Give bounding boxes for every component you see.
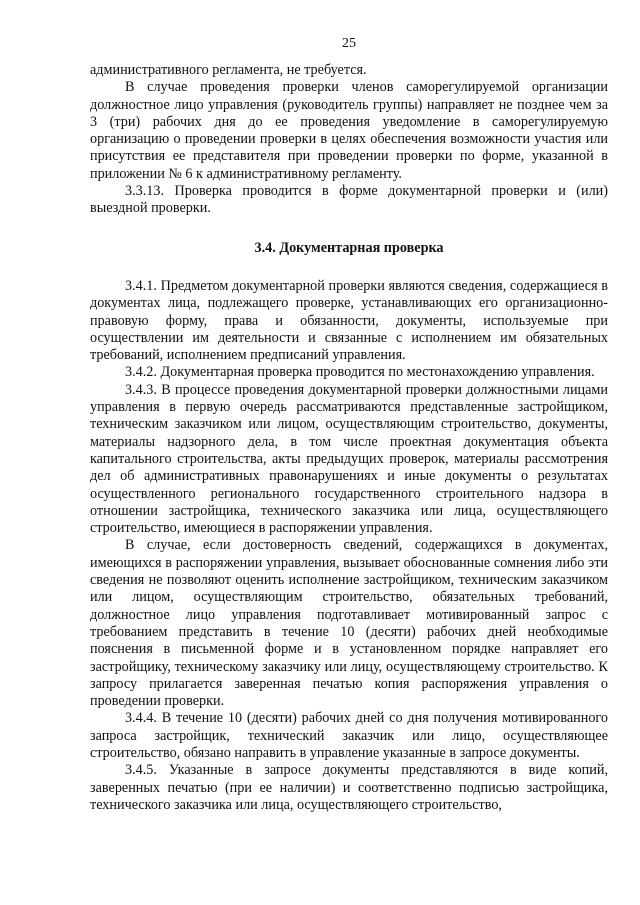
paragraph-3-3-13: 3.3.13. Проверка проводится в форме документарной проверки и (или) выездной проверки. [90, 183, 608, 217]
section-heading: 3.4. Документарная проверка [254, 239, 444, 256]
paragraph-3-4-1: 3.4.1. Предметом документарной проверки являются сведения, содержащиеся в документах лица, подлежащего проверке, устанавливающих его организационно-правовую форму, права и обязанности, документы, используемые при осуществлении им деятельности и связанные с исполнением им обязательных требований, исполнением предписаний управления. [90, 277, 608, 364]
paragraph-3-4-5: 3.4.5. Указанные в запросе документы представляются в виде копий, заверенных печатью (при ее наличии) и соответственно подписью застройщика, технического заказчика или лица, осуществляющего строительство, [90, 762, 608, 813]
paragraph-sro-inspection: В случае проведения проверки членов саморегулируемой организации должностное лицо управления (руководитель группы) направляет не позднее чем за 3 (три) рабочих дня до ее проведения уведомление в саморегулируемую организацию о проведении проверки в целях обеспечения возможности участия или присутствия ее представителя при проведении проверки по форме, указанной в приложении № 6 к административному регламенту. [90, 79, 608, 182]
paragraph-reliability-doubt: В случае, если достоверность сведений, содержащихся в документах, имеющихся в распоряжении управления, вызывает обоснованные сомнения либо эти сведения не позволяют оценить исполнение застройщиком, техническим заказчиком или лицом, осуществляющим строительство, обязательных требований, должностное лицо управления подготавливает мотивированный запрос с требованием представить в течение 10 (десяти) рабочих дней необходимые пояснения в письменной форме и в установленном порядке направляет его застройщику, техническому заказчику или лицу, осуществляющему строительство. К запросу прилагается заверенная печатью копия распоряжения управления о проведении проверки. [90, 537, 608, 710]
paragraph-continuation: административного регламента, не требуется. [90, 62, 367, 78]
paragraph-3-4-3: 3.4.3. В процессе проведения документарной проверки должностными лицами управления в первую очередь рассматриваются представленные застройщиком, техническим заказчиком или лицом, осуществляющим строительство, документы, материалы надзорного дела, в том числе проектная документация объекта капитального строительства, акты предыдущих проверок, материалы рассмотрения дел об административных правонарушениях и иные документы о результатах осуществленного регионального государственного строительного надзора в отношении застройщика, технического заказчика или лица, осуществляющего строительство, имеющиеся в распоряжении управления. [90, 381, 608, 537]
document-page [90, 0, 608, 905]
paragraph-3-4-2: 3.4.2. Документарная проверка проводится по местонахождению управления. [125, 364, 595, 381]
page-number: 25 [342, 36, 356, 51]
paragraph-3-4-4: 3.4.4. В течение 10 (десяти) рабочих дней со дня получения мотивированного запроса застройщик, технический заказчик или лицо, осуществляющее строительство, обязано направить в управление указанные в запросе документы. [90, 710, 608, 761]
document-body [90, 62, 608, 814]
